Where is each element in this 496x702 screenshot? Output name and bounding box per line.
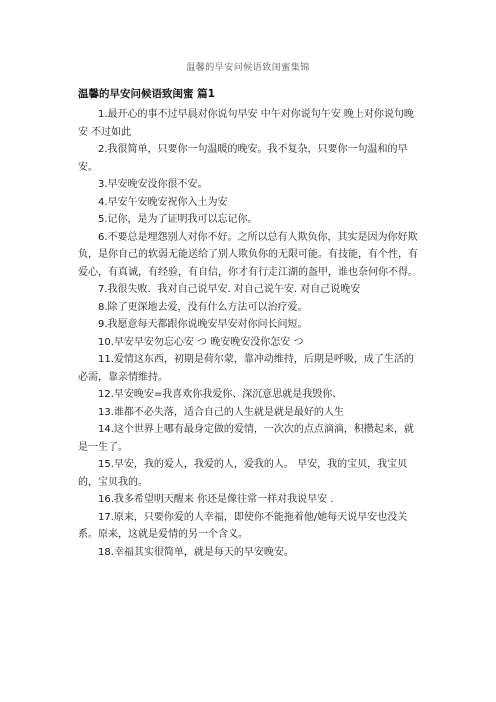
paragraph-16: 16.我多希望明天醒来 你还是像往常一样对我说早安 . bbox=[98, 494, 334, 505]
document-body bbox=[78, 106, 423, 561]
paragraph-6: 6.不要总是埋怨别人对你不好。之所以总有人欺负你，其实是因为你好欺负，是你自己的软弱无能送给了别人欺负你的无限可能。有技能，有个性，有爱心，有真诚，有经验，有自信，你才有行走江湖的盔甲，谁也奈何你不得。 bbox=[78, 231, 418, 278]
paragraph-17: 17.原来，只要你爱的人幸福，即使你不能拖着他/她每天说早安也没关系。原来，这就是爱情的另一个含义。 bbox=[78, 511, 408, 540]
paragraph-18: 18.幸福其实很简单，就是每天的早安晚安。 bbox=[98, 546, 294, 558]
paragraph-8: 8.除了更深地去爱，没有什么方法可以治疗爱。 bbox=[98, 301, 308, 313]
paragraph-4: 4.早安午安晚安祝你入土为安 bbox=[98, 196, 228, 208]
section-title: 温馨的早安问候语致闺蜜 篇1 bbox=[78, 88, 215, 100]
paragraph-15: 15.早安，我的爱人，我爱的人，爱我的人。 早安，我的宝贝，我宝贝的，宝贝我的。 bbox=[78, 459, 408, 488]
paragraph-3: 3.早安晚安没你很不安。 bbox=[98, 179, 208, 190]
paragraph-11: 11.爱情这东西，初期是荷尔蒙，靠冲动维持，后期是呼吸，成了生活的必需，靠亲情维持。 bbox=[78, 354, 414, 383]
document-header: 温馨的早安问候语致闺蜜集锦 bbox=[186, 63, 310, 73]
paragraph-12: 12.早安晚安=我喜欢你我爱你、深沉意思就是我毁你、 bbox=[98, 389, 343, 400]
paragraph-10: 10.早安早安勿忘心安 つ 晚安晚安没你怎安 つ bbox=[98, 336, 304, 348]
paragraph-5: 5.记你，是为了证明我可以忘记你。 bbox=[98, 214, 258, 225]
paragraph-2: 2.我很简单，只要你一句温暖的晚安。我不复杂，只要你一句温和的早安。 bbox=[78, 144, 408, 173]
paragraph-7: 7.我很失败．我对自己说早安. 对自己说午安. 对自己说晚安 bbox=[98, 284, 361, 295]
paragraph-1: 1.最开心的事不过早晨对你说句早安 中午对你说句午安 晚上对你说句晚安 不过如此 bbox=[78, 109, 414, 138]
paragraph-9: 9.我愿意每天都跟你说晚安早安对你问长问短。 bbox=[98, 319, 308, 330]
paragraph-14: 14.这个世界上哪有最身定做的爱情，一次次的点点滴滴，积攒起来，就是一生了。 bbox=[78, 424, 414, 453]
paragraph-13: 13.谁都不必失落，适合自己的人生就是就是最好的人生 bbox=[98, 406, 344, 418]
